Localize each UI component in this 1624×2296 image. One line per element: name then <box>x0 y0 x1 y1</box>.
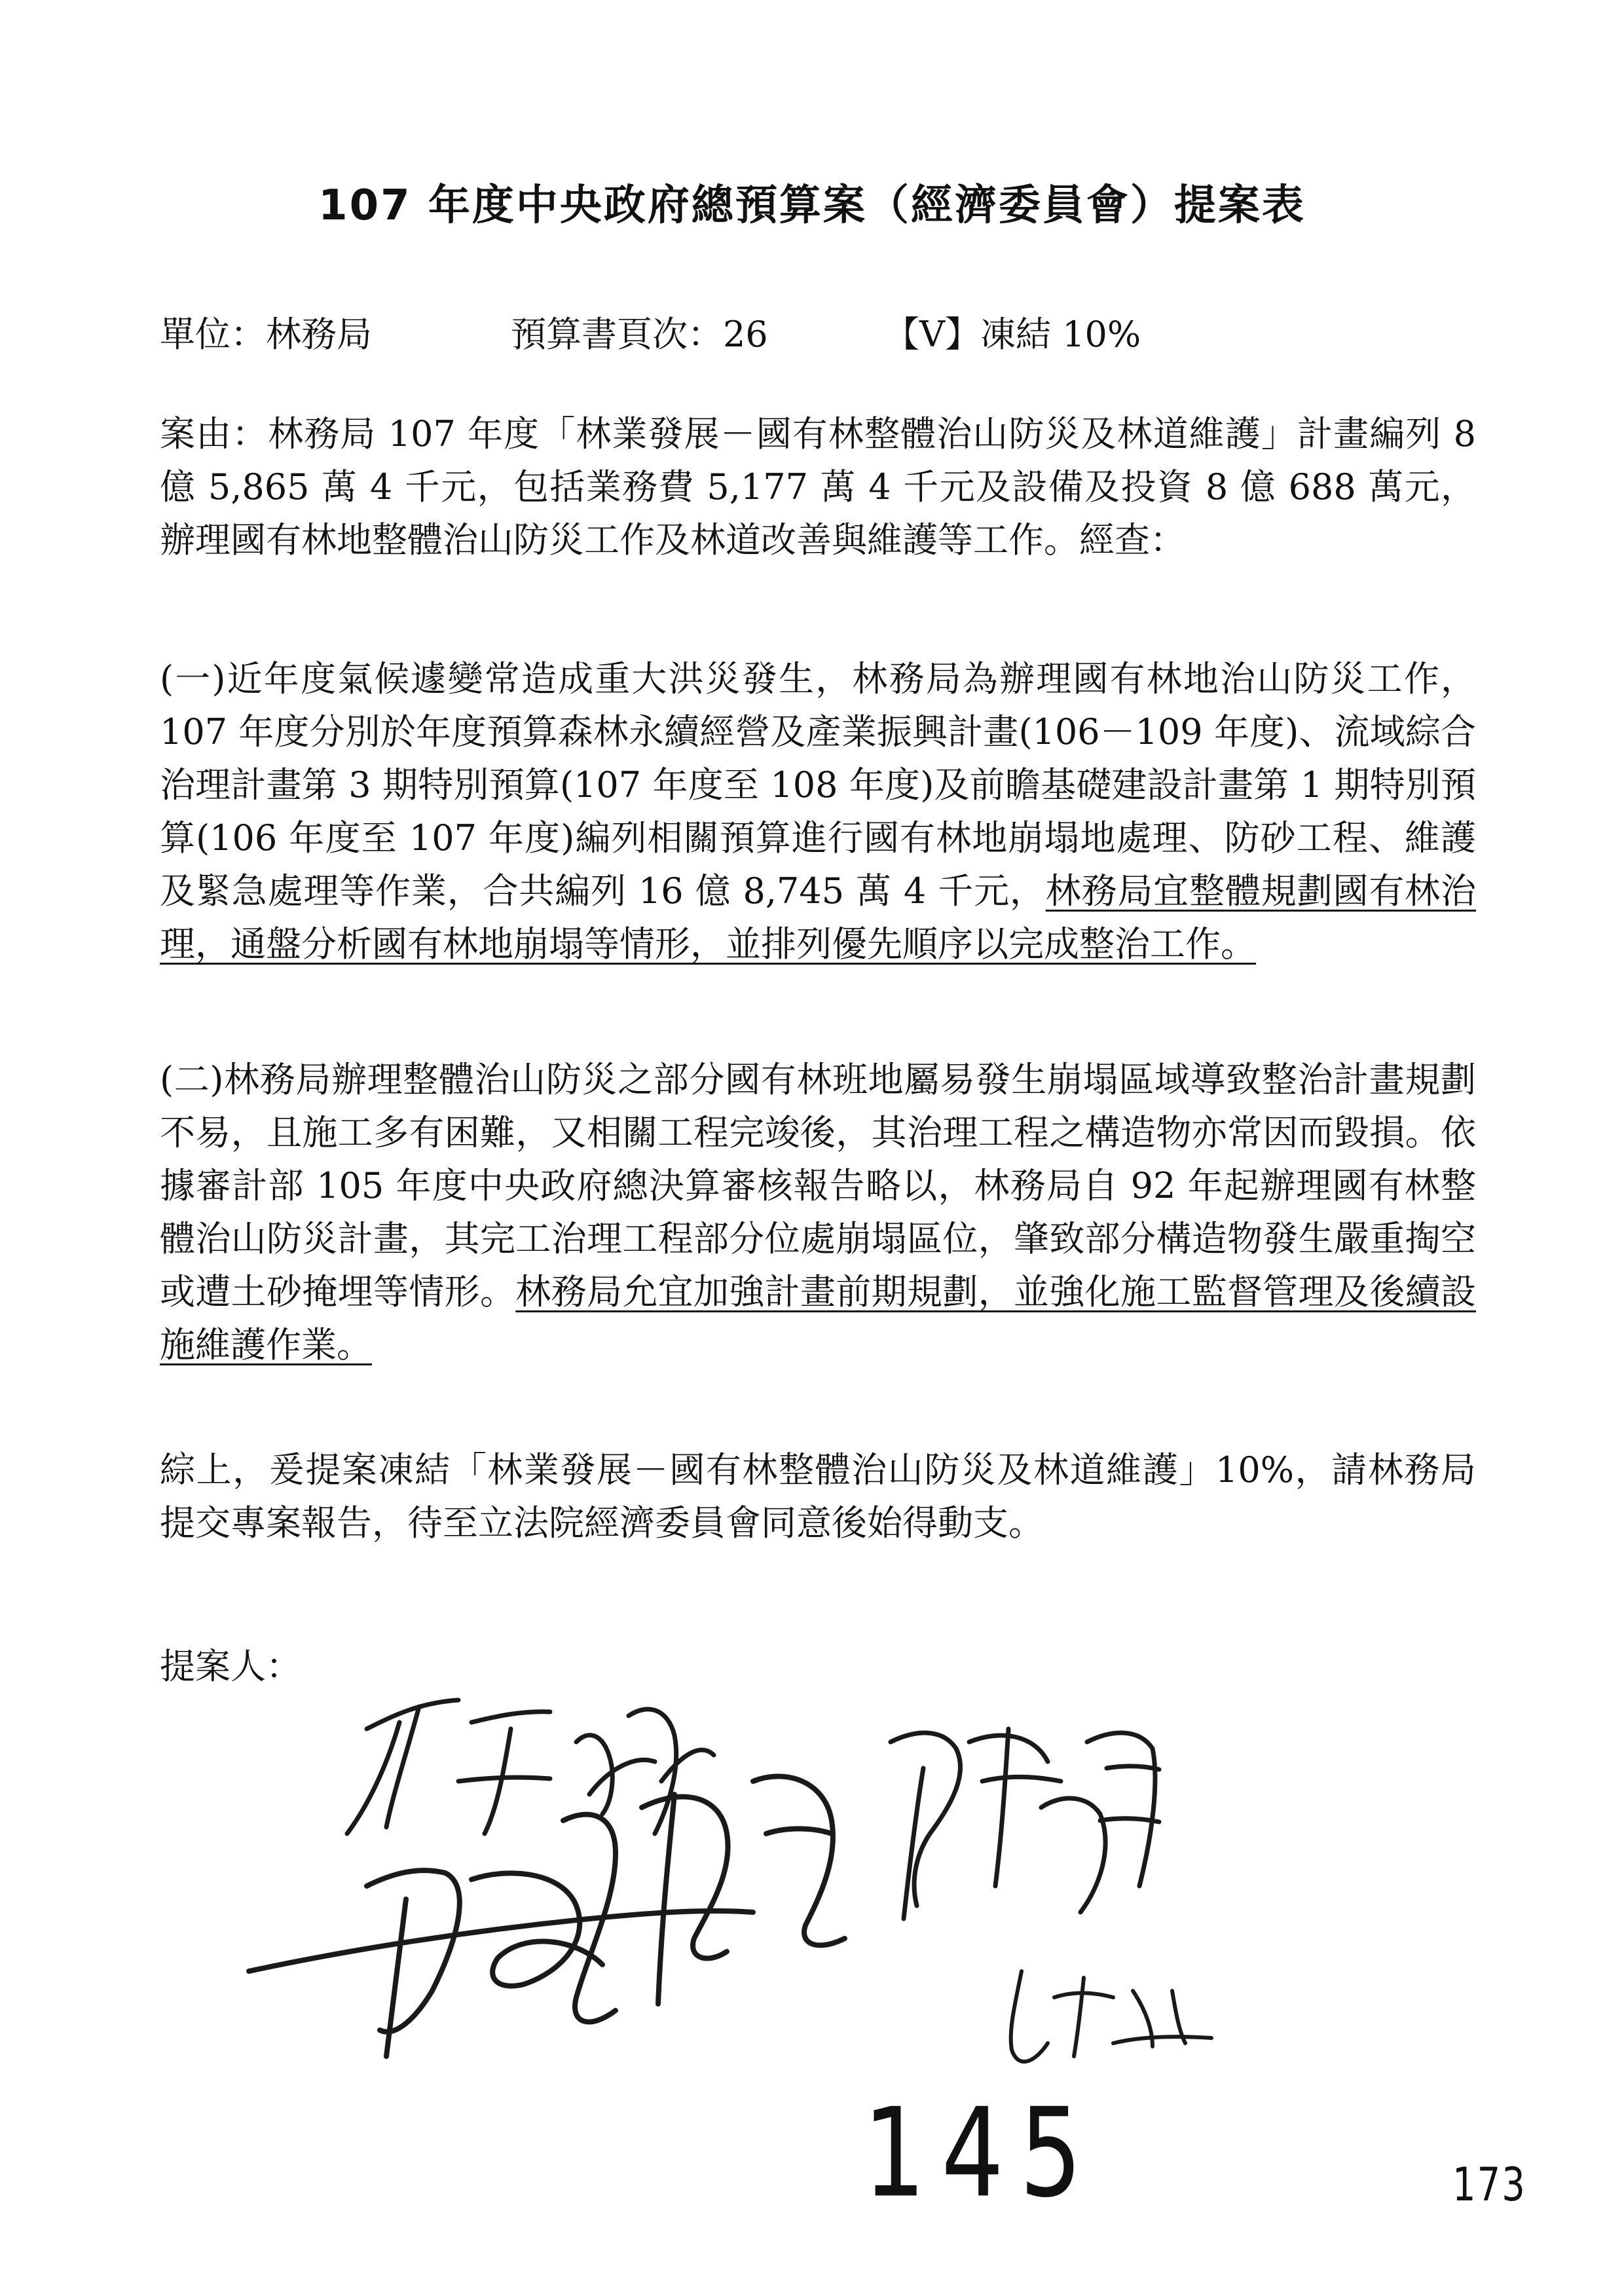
unit-label: 單位：林務局 <box>160 314 372 355</box>
section-1-underlined-text: 林務局宜整體規劃國有林治理，通盤分析國有林地崩塌等情形，並排列優先順序以完成整治工作。 <box>160 870 1477 965</box>
conclusion-paragraph: 綜上，爰提案凍結「林業發展－國有林整體治山防災及林道維護」10%，請林務局提交專案報告，待至立法院經濟委員會同意後始得動支。 <box>160 1449 1476 1544</box>
freeze-option: 【V】凍結 10% <box>884 314 1141 355</box>
signature-4 <box>1011 1971 1211 2062</box>
signature-2 <box>249 1777 845 2057</box>
signature-1 <box>347 1700 714 1834</box>
section-1-text: (一)近年度氣候遽變常造成重大洪災發生，林務局為辦理國有林地治山防災工作，107 年度分別於年度預算森林永續經營及產業振興計畫(106－109 年度)、流域綜合治理計畫第 3 期特別預算(107 年度至 108 年度)及前瞻基礎建設計畫第 1 期特別預算(106 年度至 107 年度)編列相關預算進行國有林地崩塌地處理、防砂工程、維護及緊急處理等作業，合共編列 16 億 8,745 萬 4 千元， <box>160 658 1477 912</box>
proposer-label: 提案人： <box>160 1646 301 1687</box>
signature-3 <box>891 1729 1159 1919</box>
reason-paragraph: 案由：林務局 107 年度「林業發展－國有林整體治山防災及林道維護」計畫編列 8 億 5,865 萬 4 千元，包括業務費 5,177 萬 4 千元及設備及投資 8 億 688 萬元，辦理國有林地整體治山防災工作及林道改善與維護等工作。經查： <box>160 413 1476 561</box>
handwritten-number: 145 <box>863 2083 1098 2225</box>
budget-page-ref: 預算書頁次：26 <box>511 314 768 355</box>
section-2-underlined-text: 林務局允宜加強計畫前期規劃，並強化施工監督管理及後續設施維護作業。 <box>160 1271 1477 1365</box>
page-title: 107 年度中央政府總預算案（經濟委員會）提案表 <box>318 181 1306 230</box>
page-number: 173 <box>1452 2158 1526 2212</box>
section-2-text: (二)林務局辦理整體治山防災之部分國有林班地屬易發生崩塌區域導致整治計畫規劃不易，且施工多有困難，又相關工程完竣後，其治理工程之構造物亦常因而毀損。依據審計部 105 年度中央政府總決算審核報告略以，林務局自 92 年起辦理國有林整體治山防災計畫，其完工治理工程部分位處崩塌區位，肇致部分構造物發生嚴重掏空或遭土砂掩埋等情形。 <box>160 1059 1476 1312</box>
